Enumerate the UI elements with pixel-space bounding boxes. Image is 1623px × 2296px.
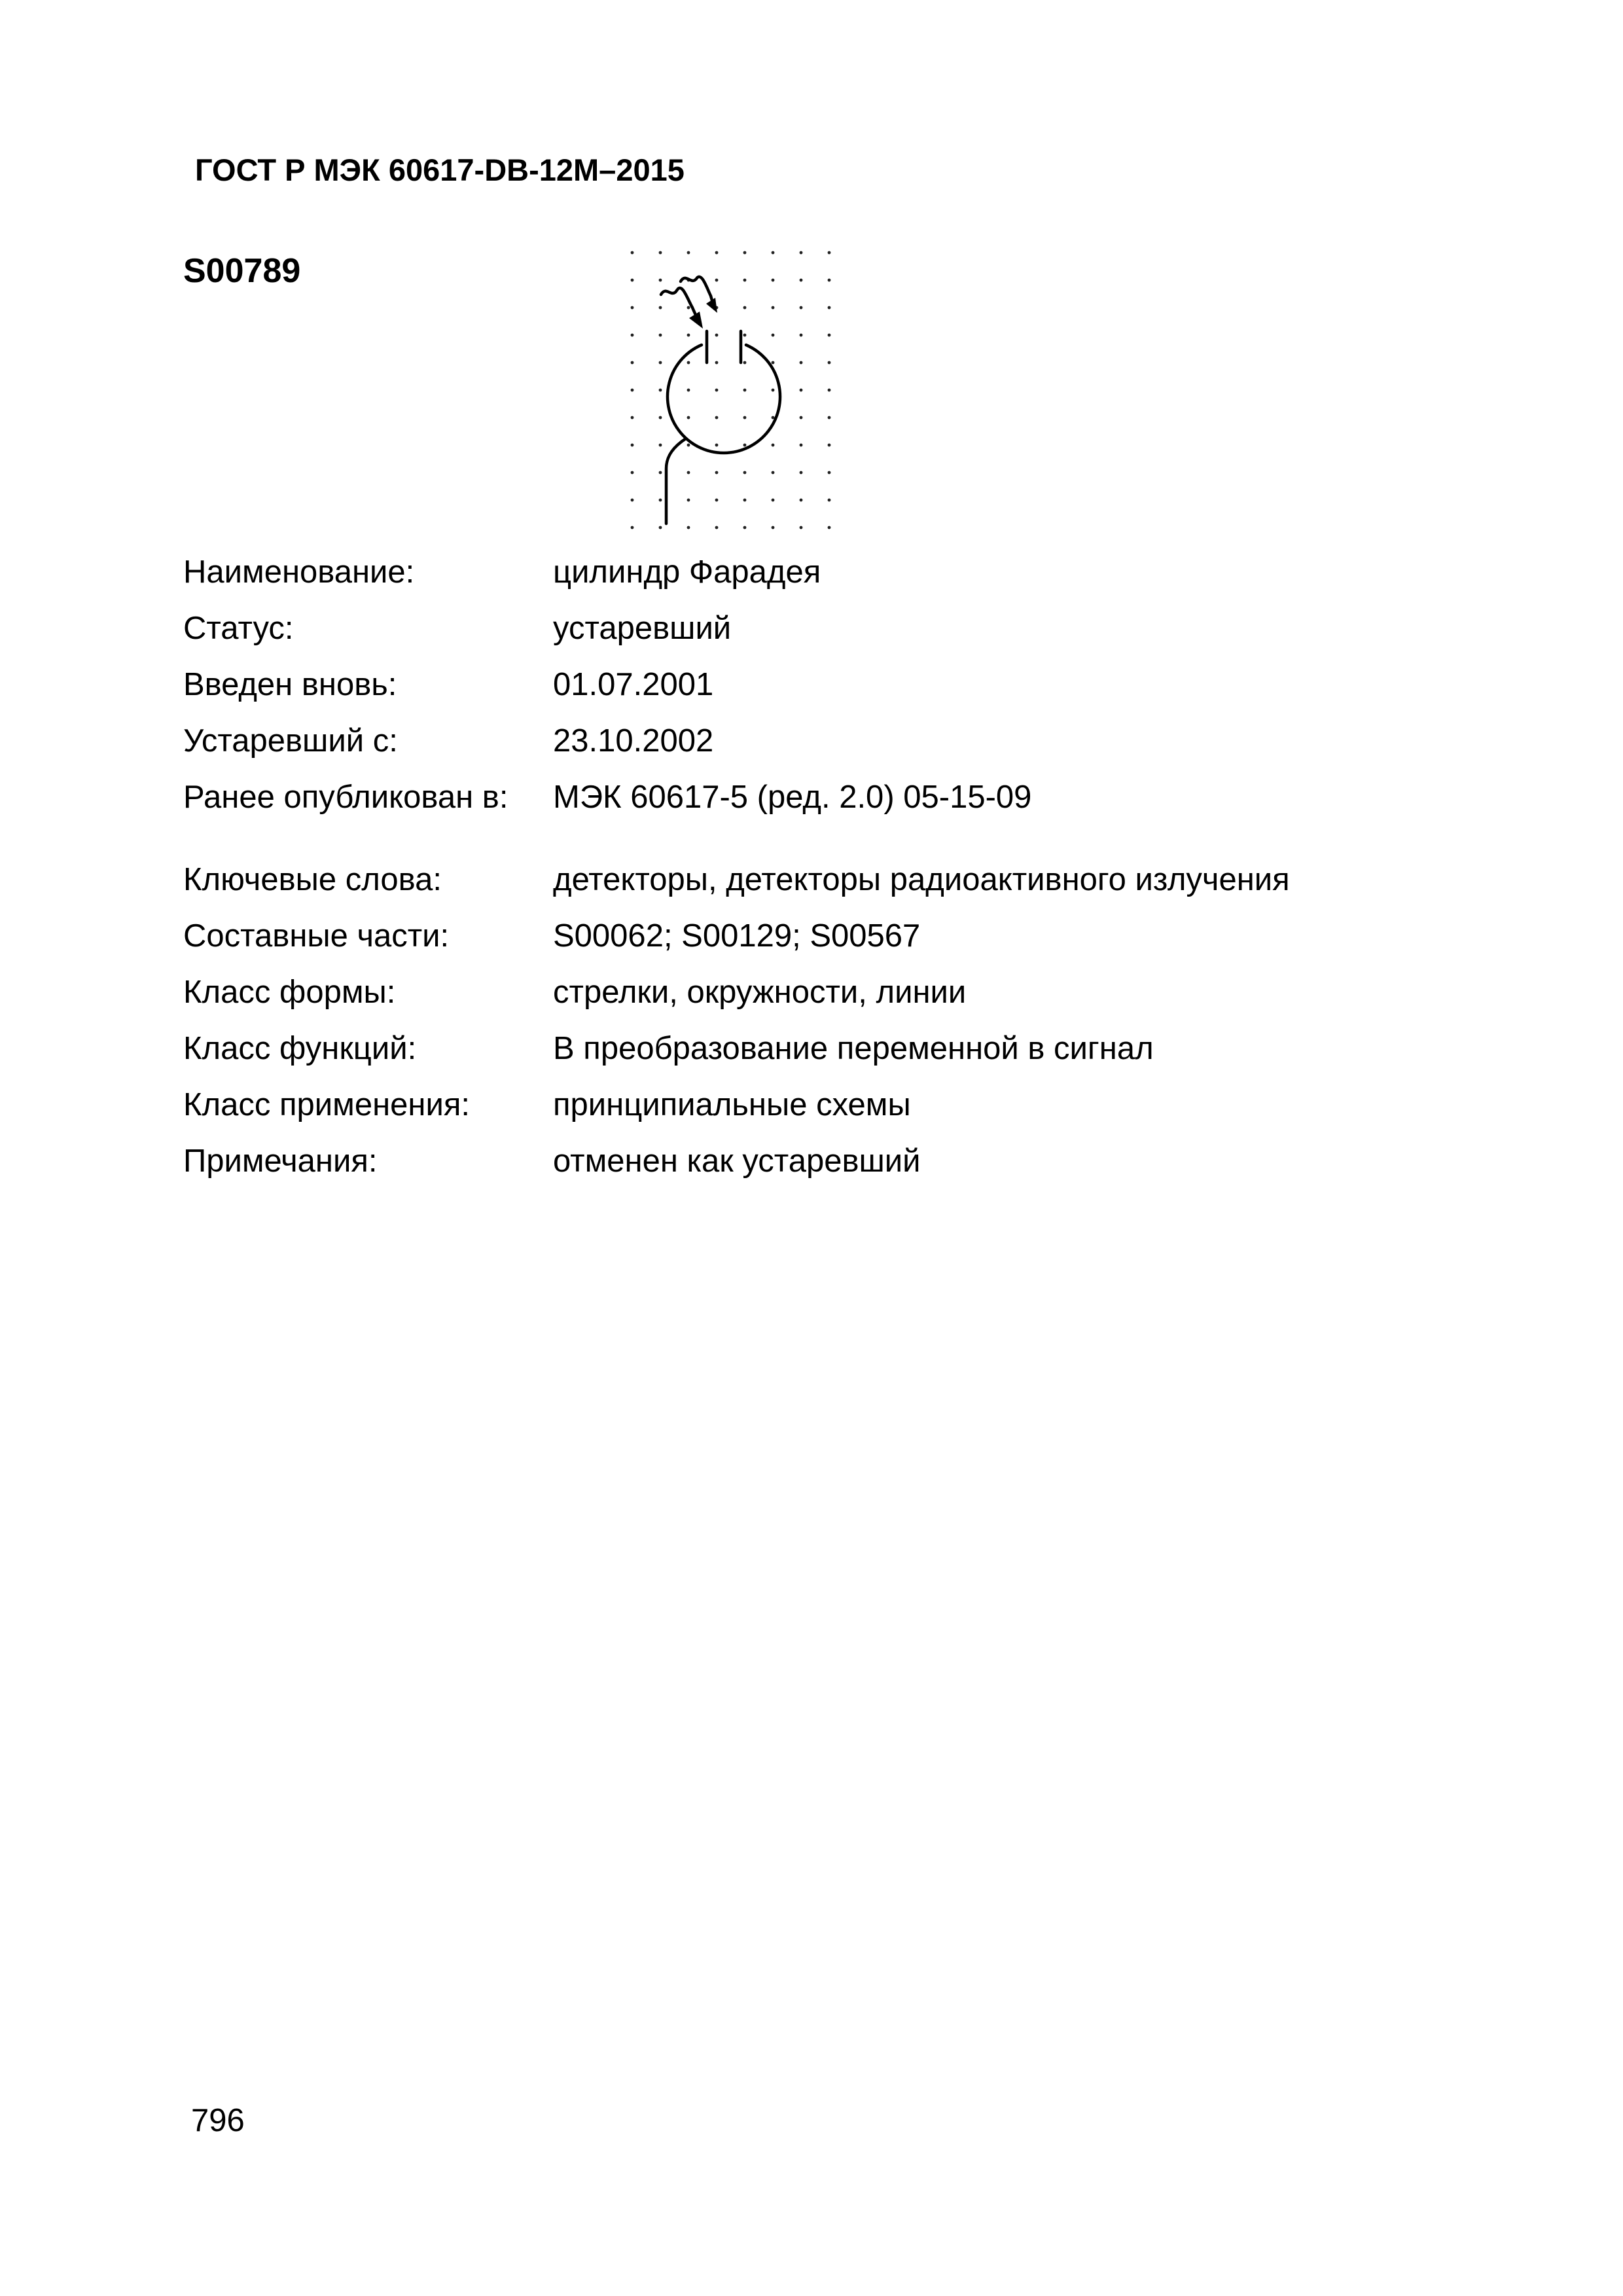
grid-dot [743,306,747,310]
grid-dot [687,334,690,337]
property-label: Примечания: [183,1143,378,1179]
grid-dot [800,334,803,337]
grid-dot [743,416,747,420]
grid-dot [687,499,690,502]
grid-dot [772,499,775,502]
property-value: S00062; S00129; S00567 [553,918,921,954]
grid-dot [828,499,831,502]
grid-dot [631,526,634,529]
grid-dot [631,361,634,365]
grid-dot [800,306,803,310]
grid-dot [631,334,634,337]
grid-dot [743,251,747,255]
grid-dot [828,279,831,282]
grid-dot [772,416,775,420]
grid-dot [772,444,775,447]
grid-dot [659,444,662,447]
grid-dot [631,444,634,447]
grid-dot [800,279,803,282]
grid-dot [715,471,719,475]
property-label: Статус: [183,611,294,646]
faraday-cylinder-symbol-icon [615,242,851,537]
grid-dot [800,416,803,420]
grid-dot [743,389,747,392]
grid-dot [800,389,803,392]
property-value: В преобразование переменной в сигнал [553,1031,1154,1066]
grid-dot [800,499,803,502]
grid-dot [715,499,719,502]
grid-dot [631,279,634,282]
grid-dot [772,306,775,310]
property-value: 01.07.2001 [553,667,714,702]
grid-dot [659,389,662,392]
property-label: Класс формы: [183,975,396,1010]
grid-dot [631,389,634,392]
grid-dot [828,361,831,365]
grid-dot [659,526,662,529]
grid-dot [772,251,775,255]
grid-dot [631,471,634,475]
property-label: Устаревший с: [183,723,398,759]
grid-dot [687,416,690,420]
property-value: 23.10.2002 [553,723,714,759]
grid-dot [687,306,690,310]
grid-dot [828,251,831,255]
grid-dot [800,471,803,475]
grid-dot [828,416,831,420]
grid-dot [659,279,662,282]
property-label: Класс применения: [183,1087,470,1122]
grid-dot [828,526,831,529]
property-value: устаревший [553,611,732,646]
grid-dot [715,334,719,337]
grid-dot [743,471,747,475]
grid-dot [743,499,747,502]
property-label: Ранее опубликован в: [183,780,508,815]
grid-dot [772,526,775,529]
grid-dot [800,444,803,447]
grid-dot [828,389,831,392]
property-label: Класс функций: [183,1031,417,1066]
grid-dot [631,251,634,255]
property-value: принципиальные схемы [553,1087,911,1122]
grid-dot [687,361,690,365]
grid-dot [715,444,719,447]
page-number: 796 [191,2103,245,2138]
grid-dot [659,306,662,310]
grid-dot [687,526,690,529]
grid-dot [800,251,803,255]
grid-dot [828,471,831,475]
property-label: Ключевые слова: [183,862,442,897]
grid-dot [687,389,690,392]
grid-dot [631,306,634,310]
grid-dot [659,251,662,255]
grid-dot [715,279,719,282]
grid-dot [800,526,803,529]
property-value: отменен как устаревший [553,1143,921,1179]
grid-dot [715,251,719,255]
property-value: МЭК 60617-5 (ред. 2.0) 05-15-09 [553,780,1032,815]
property-label: Наименование: [183,554,415,590]
grid-dot [828,444,831,447]
grid-dot [659,499,662,502]
property-value: стрелки, окружности, линии [553,975,967,1010]
property-value: цилиндр Фарадея [553,554,821,590]
grid-dot [687,471,690,475]
grid-dot [772,471,775,475]
symbol-code: S00789 [183,252,301,290]
grid-dot [828,306,831,310]
grid-dot [800,361,803,365]
grid-dot [659,334,662,337]
property-label: Составные части: [183,918,450,954]
grid-dot [631,499,634,502]
grid-dot [715,361,719,365]
grid-dot [715,416,719,420]
grid-dot [743,526,747,529]
grid-dot [828,334,831,337]
property-value: детекторы, детекторы радиоактивного излучения [553,862,1290,897]
grid-dot [743,361,747,365]
grid-dot [743,444,747,447]
grid-dot [631,416,634,420]
grid-dot [772,279,775,282]
grid-dot [772,361,775,365]
grid-dot [687,444,690,447]
grid-dot [659,416,662,420]
grid-dot [772,389,775,392]
grid-dot [715,389,719,392]
standard-title: ГОСТ Р МЭК 60617-DB-12M–2015 [195,152,685,187]
grid-dot [659,361,662,365]
grid-dot [687,251,690,255]
grid-dot [715,526,719,529]
property-label: Введен вновь: [183,667,397,702]
grid-dot [743,279,747,282]
grid-dot [743,334,747,337]
grid-dot [659,471,662,475]
grid-dot [772,334,775,337]
